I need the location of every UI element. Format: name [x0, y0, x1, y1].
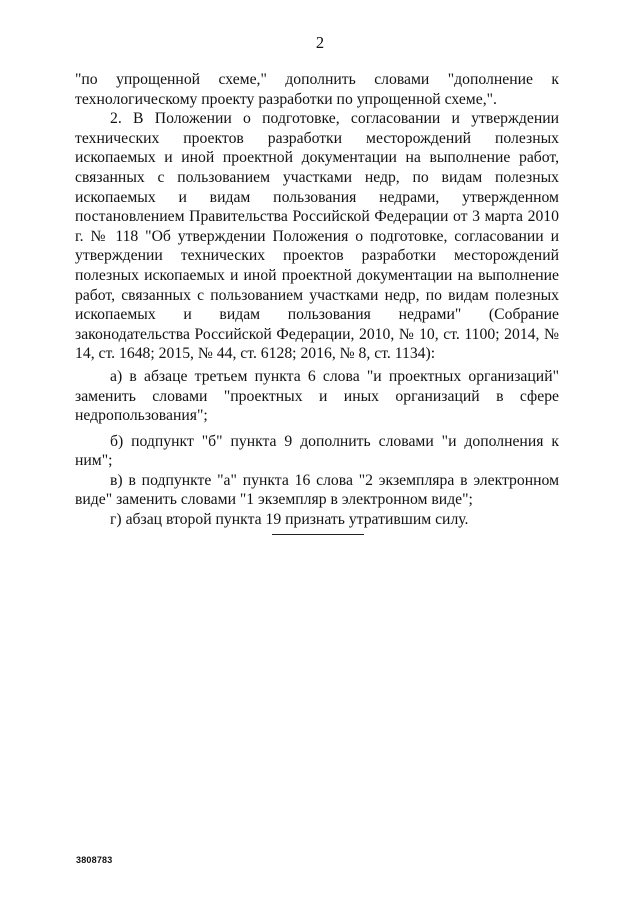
page-number: 2: [315, 33, 325, 52]
document-code: 3808783: [76, 855, 113, 865]
document-body: [75, 70, 559, 530]
subitem-g: г) абзац второй пункта 19 признать утратившим силу.: [110, 511, 469, 529]
closing-divider: [272, 534, 364, 535]
subitem-v: в) в подпункте "а" пункта 16 слова "2 экземпляра в электронном виде" заменить словами "1 экземпляр в электронном виде";: [75, 471, 559, 509]
paragraph-item-2: 2. В Положении о подготовке, согласовании и утверждении технических проектов разработки месторождений полезных ископаемых и иной проектной документации на выполнение работ, связанных с пользованием участками недр, по видам полезных ископаемых и видам пользования недрами, утвержденном постановлением Правительства Российской Федерации от 3 марта 2010 г. № 118 "Об утверждении Положения о подготовке, согласовании и утверждении технических проектов разработки месторождений полезных ископаемых и иной проектной документации на выполнение работ, связанных с пользованием участками недр, по видам полезных ископаемых и видам пользования недрами" (Собрание законодательства Российской Федерации, 2010, № 10, ст. 1100; 2014, № 14, ст. 1648; 2015, № 44, ст. 6128; 2016, № 8, ст. 1134):: [75, 110, 559, 363]
paragraph-continuation: "по упрощенной схеме," дополнить словами "дополнение к технологическому проекту разработки по упрощенной схеме,".: [75, 71, 559, 108]
subitem-a: а) в абзаце третьем пункта 6 слова "и проектных организаций" заменить словами "проектных и иных организаций в сфере недропользования";: [75, 367, 559, 425]
subitem-b: б) подпункт "б" пункта 9 дополнить словами "и дополнения к ним";: [75, 432, 559, 470]
